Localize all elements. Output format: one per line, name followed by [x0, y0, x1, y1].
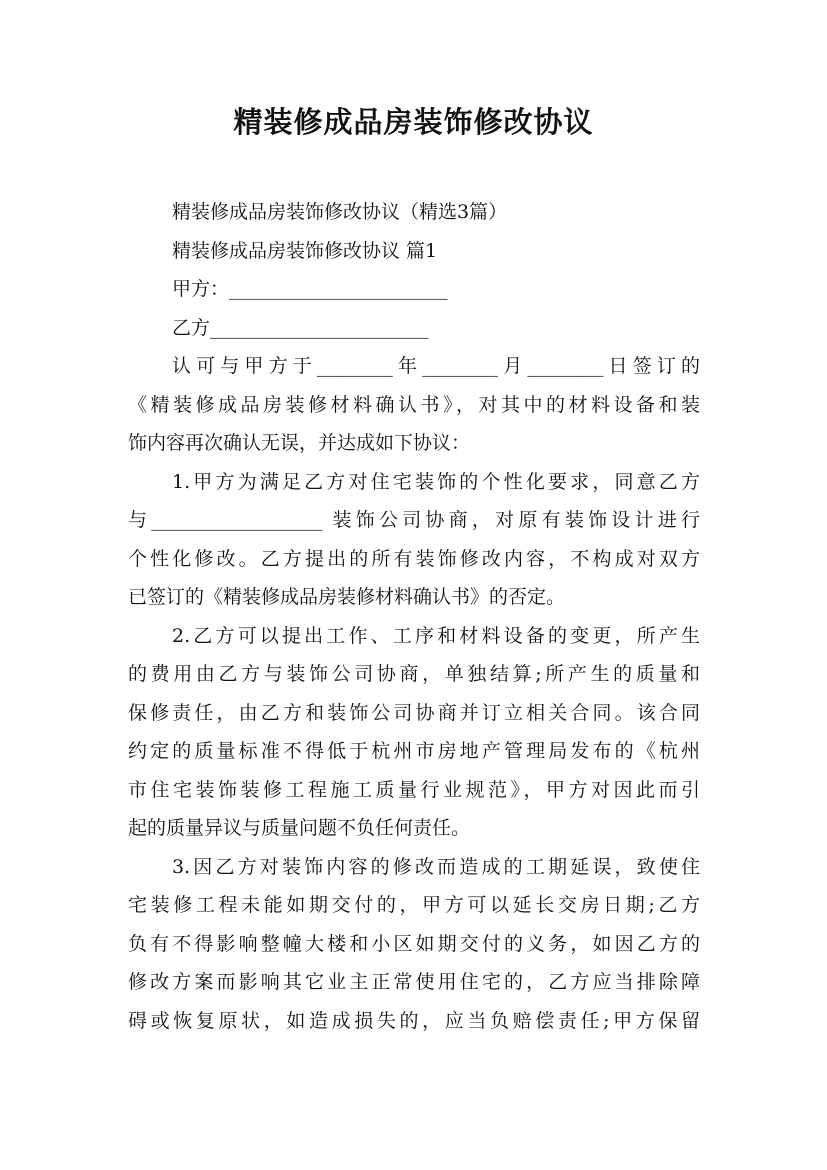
text-line: 1.甲方为满足乙方对住宅装饰的个性化要求，同意乙方: [172, 470, 700, 493]
document-title: 精装修成品房装饰修改协议: [233, 105, 594, 139]
text-line: 与__________________ 装饰公司协商，对原有装饰设计进行: [128, 509, 700, 531]
text-line: 的费用由乙方与装饰公司协商，单独结算;所产生的质量和: [128, 663, 700, 685]
text-line: 起的质量异议与质量问题不负任何责任。: [128, 817, 471, 839]
text-line: 已签订的《精装修成品房装修材料确认书》的否定。: [128, 586, 566, 608]
text-line-subtitle: 精装修成品房装饰修改协议（精选3篇）: [172, 201, 508, 223]
text-line-party-a: 甲方：_______________________: [172, 278, 448, 300]
text-line: 修改方案而影响其它业主正常使用住宅的，乙方应当排除障: [128, 971, 700, 993]
text-line: 宅装修工程未能如期交付的，甲方可以延长交房日期;乙方: [128, 894, 700, 916]
text-line: 《精装修成品房装修材料确认书》，对其中的材料设备和装: [128, 393, 700, 416]
text-line: 负有不得影响整幢大楼和小区如期交付的义务，如因乙方的: [128, 932, 700, 955]
text-line: 碍或恢复原状，如造成损失的，应当负赔偿责任;甲方保留: [128, 1009, 700, 1032]
text-line-party-b: 乙方_______________________: [172, 316, 429, 339]
text-line: 市住宅装饰装修工程施工质量行业规范》，甲方对因此而引: [128, 778, 700, 801]
text-line: 饰内容再次确认无误，并达成如下协议：: [128, 432, 471, 454]
text-line: 认可与甲方于________年________月________日签订的: [172, 355, 700, 377]
text-line-section-heading: 精装修成品房装饰修改协议 篇1: [172, 239, 438, 262]
text-line: 约定的质量标准不得低于杭州市房地产管理局发布的《杭州: [128, 740, 700, 762]
text-line: 个性化修改。乙方提出的所有装饰修改内容，不构成对双方: [128, 547, 700, 570]
text-line: 3.因乙方对装饰内容的修改而造成的工期延误，致使住: [172, 855, 700, 878]
text-line: 保修责任，由乙方和装饰公司协商并订立相关合同。该合同: [128, 701, 700, 724]
text-line: 2.乙方可以提出工作、工序和材料设备的变更，所产生: [172, 624, 700, 647]
document-body: [128, 193, 700, 1040]
